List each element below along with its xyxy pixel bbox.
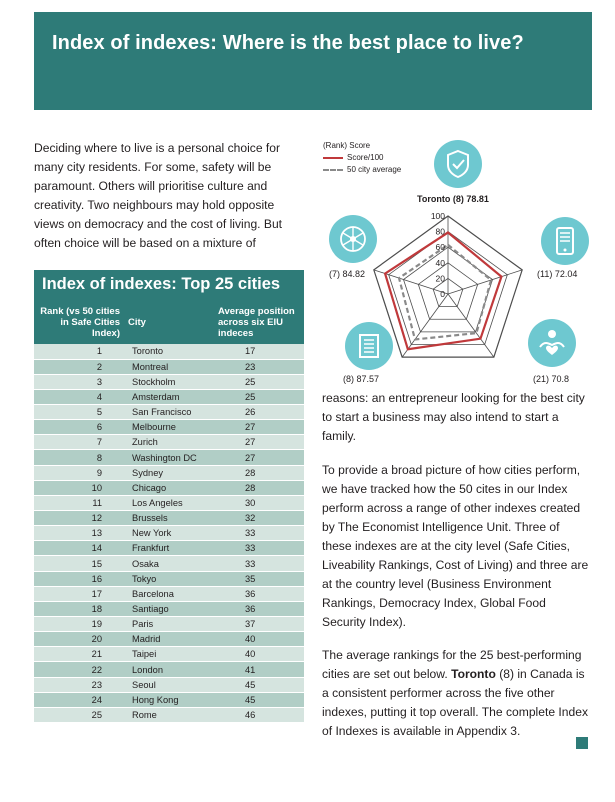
safety-shield-icon [434,140,482,188]
page-title: Index of indexes: Where is the best place to live? [52,32,524,54]
health-heart-icon [528,319,576,367]
rank-cell: 5 [34,405,124,420]
legend-label-score: Score/100 [347,153,384,162]
table-row [34,692,304,707]
rank-cell: 2 [34,359,124,374]
axis-spoke [448,294,494,357]
city-cell: Taipei [124,647,216,662]
city-cell: Frankfurt [124,541,216,556]
city-cell: Paris [124,617,216,632]
cities-table [34,300,304,723]
average-series-line [399,245,491,340]
tick-label: 80 [435,226,445,237]
rank-cell: 19 [34,617,124,632]
rank-cell: 13 [34,526,124,541]
rank-cell: 9 [34,465,124,480]
table-row [34,556,304,571]
table-row [34,571,304,586]
average-cell: 40 [216,632,304,647]
rank-cell: 12 [34,511,124,526]
table-row [34,586,304,601]
average-cell: 33 [216,541,304,556]
rank-cell: 25 [34,707,124,722]
table-row [34,465,304,480]
rank-cell: 18 [34,601,124,616]
average-cell: 28 [216,465,304,480]
rank-cell: 16 [34,571,124,586]
average-cell: 23 [216,359,304,374]
average-cell: 35 [216,571,304,586]
city-cell: Sydney [124,465,216,480]
average-header: Average position across six EIU indeces [216,300,304,344]
average-cell: 28 [216,480,304,495]
axis-label-toronto: Toronto (8) 78.81 [417,194,489,204]
table-row [34,374,304,389]
rank-cell: 10 [34,480,124,495]
tick-label: 100 [430,211,445,221]
table-body [34,344,304,723]
city-cell: Zurich [124,435,216,450]
city-cell: Santiago [124,601,216,616]
table-row [34,344,304,359]
city-cell: Brussels [124,511,216,526]
table-row [34,541,304,556]
rank-cell: 8 [34,450,124,465]
rank-cell: 14 [34,541,124,556]
tick-label: 60 [435,242,445,253]
body-paragraph-3-end: (8) in Canada is a consistent performer across the five other indexes, putting it top overall. The complete Index of Indexes is available in Appendix 3. [322,667,588,738]
city-cell: Madrid [124,632,216,647]
table-row [34,480,304,495]
average-cell: 45 [216,677,304,692]
city-cell: Amsterdam [124,389,216,404]
table-row [34,617,304,632]
network-globe-icon [329,215,377,263]
table-row [34,359,304,374]
city-cell: Los Angeles [124,495,216,510]
table-row [34,647,304,662]
table-row [34,677,304,692]
city-cell: Hong Kong [124,692,216,707]
axis-label-right: (11) 72.04 [537,269,578,279]
body-paragraph-1: reasons: an entrepreneur looking for the best city to start a business may also intend to start a family. [322,391,585,443]
body-paragraph-3-start: The average rankings for the 25 best-performing cities are set out below. [322,648,582,681]
legend-header: (Rank) Score [323,141,371,150]
rank-cell: 22 [34,662,124,677]
average-cell: 30 [216,495,304,510]
body-paragraph-2: To provide a broad picture of how cities perform, we have tracked how the 50 cites in our Index perform across a range of other indexes created by The Economist Intelligence Unit. Three of these indexes are at the city level (Safe Cities, Liveability Rankings, Cost of Living) and three are at the country level (Business Environment Rankings, Democracy Index, Global Food Security Index). [322,463,589,629]
table-row [34,707,304,722]
rank-header: Rank (vs 50 cities in Safe Cities Index) [34,300,124,344]
table-row [34,420,304,435]
tablet-icon [541,217,589,265]
city-cell: Chicago [124,480,216,495]
average-cell: 41 [216,662,304,677]
average-cell: 32 [216,511,304,526]
rank-cell: 3 [34,374,124,389]
average-cell: 27 [216,435,304,450]
average-cell: 36 [216,601,304,616]
average-cell: 40 [216,647,304,662]
city-cell: Washington DC [124,450,216,465]
rank-cell: 6 [34,420,124,435]
table-header-row [34,300,304,344]
table-row [34,405,304,420]
average-cell: 27 [216,450,304,465]
table-row [34,511,304,526]
body-paragraph-3 [322,646,592,741]
city-cell: San Francisco [124,405,216,420]
tick-label: 0 [440,289,445,299]
legend-item-average [323,164,401,176]
average-cell: 27 [216,420,304,435]
rank-cell: 17 [34,586,124,601]
rank-cell: 7 [34,435,124,450]
average-cell: 17 [216,344,304,359]
tick-label: 20 [435,273,445,284]
rank-cell: 20 [34,632,124,647]
tick-label: 40 [435,257,445,268]
intro-paragraph: Deciding where to live is a personal choice for many city residents. For some, safety will be paramount. Others will prioritise culture and creativity. Two neighbours may hold opposite views on democracy and the cost of living. But often choice will be based on a mixture of [34,141,283,250]
city-cell: Seoul [124,677,216,692]
city-cell: Rome [124,707,216,722]
corner-marker [576,737,588,749]
average-cell: 25 [216,374,304,389]
city-cell: Tokyo [124,571,216,586]
average-cell: 45 [216,692,304,707]
table-row [34,435,304,450]
rank-cell: 11 [34,495,124,510]
axis-spoke [448,270,522,294]
city-cell: Stockholm [124,374,216,389]
legend-label-average: 50 city average [347,165,402,174]
average-cell: 36 [216,586,304,601]
average-cell: 46 [216,707,304,722]
rank-cell: 1 [34,344,124,359]
city-cell: Melbourne [124,420,216,435]
city-header: City [124,300,216,344]
axis-label-bottom-right: (21) 70.8 [533,374,570,384]
legend-swatch-average [323,169,343,171]
table-row [34,526,304,541]
table-row [34,632,304,647]
legend-item-score [323,152,401,164]
table-row [34,450,304,465]
title-banner [34,12,592,110]
rank-cell: 21 [34,647,124,662]
average-cell: 37 [216,617,304,632]
axis-label-left: (7) 84.82 [329,269,366,279]
axis-label-bottom-left: (8) 87.57 [343,374,380,384]
table-row [34,662,304,677]
average-cell: 33 [216,556,304,571]
city-cell: Osaka [124,556,216,571]
table-row [34,389,304,404]
average-cell: 26 [216,405,304,420]
building-icon [345,322,393,370]
average-cell: 25 [216,389,304,404]
average-cell: 33 [216,526,304,541]
rank-cell: 24 [34,692,124,707]
rank-cell: 23 [34,677,124,692]
city-cell: London [124,662,216,677]
table-row [34,495,304,510]
rank-cell: 4 [34,389,124,404]
rank-cell: 15 [34,556,124,571]
city-cell: Toronto [124,344,216,359]
city-cell: New York [124,526,216,541]
city-cell: Barcelona [124,586,216,601]
table-title: Index of indexes: Top 25 cities [42,275,281,293]
table-row [34,601,304,616]
city-cell: Montreal [124,359,216,374]
legend-swatch-score [323,157,343,159]
chart-legend [323,140,401,176]
table-title-bar [34,270,304,300]
body-paragraph-3-bold: Toronto [451,667,496,681]
